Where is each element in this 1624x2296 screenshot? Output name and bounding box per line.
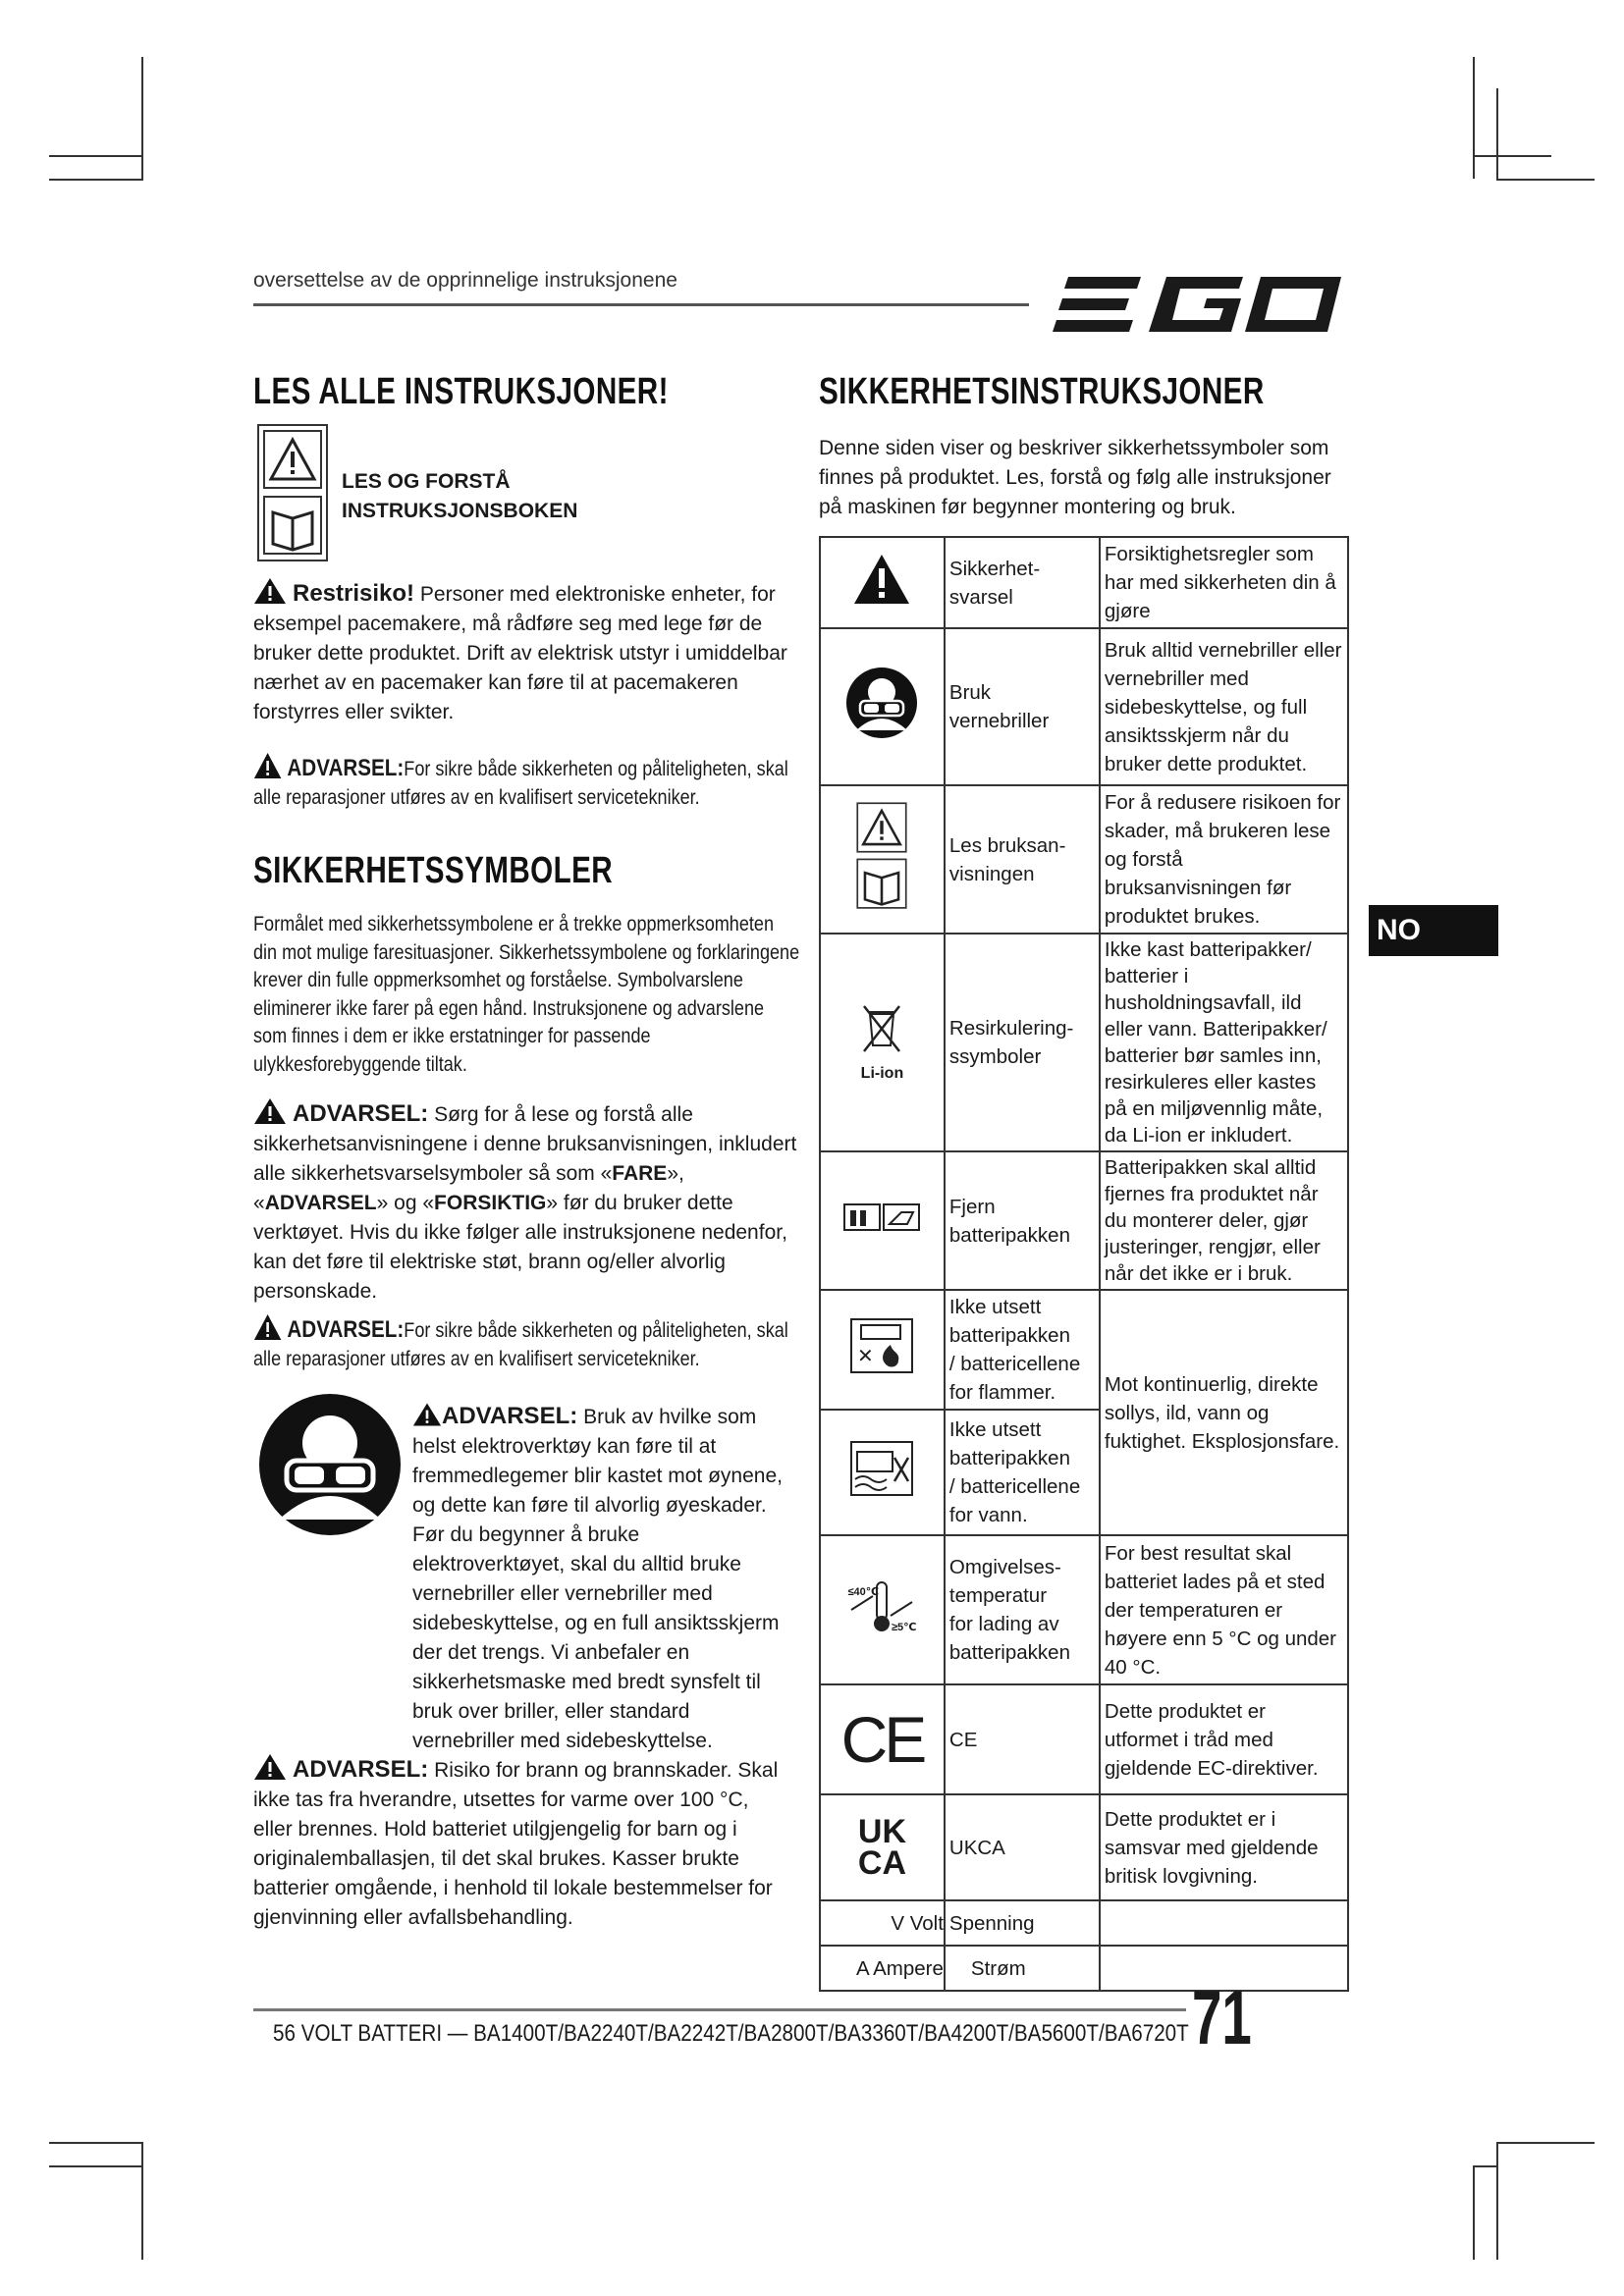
- symbol-name: Omgivelses- temperatur for lading av batteripakken: [945, 1535, 1100, 1684]
- warning-text: For sikre både sikkerheten og påliteligheten, skal alle reparasjoner utføres av en kvalifisert servicetekniker.: [253, 758, 788, 809]
- unit-cell: [820, 1900, 945, 1946]
- warning-triangle-icon: [253, 1313, 282, 1341]
- icon-cell: [820, 537, 945, 628]
- icon-cell: [820, 785, 945, 934]
- safety-intro: Denne siden viser og beskriver sikkerhetssymboler som finnes på produktet. Les, forstå og følg alle instruksjoner på maskinen før begynner montering og bruk.: [819, 437, 1331, 518]
- symbol-desc: For best resultat skal batteriet lades på et sted der temperaturen er høyere enn 5 °C og under 40 °C.: [1100, 1535, 1348, 1684]
- symbol-desc: Batteripakken skal alltid fjernes fra produktet når du monterer deler, gjør justeringer, rengjør, eller når det ikke er i bruk.: [1100, 1151, 1348, 1290]
- warning-label: ADVARSEL:: [442, 1403, 578, 1429]
- warning-label: ADVARSEL:: [287, 755, 405, 781]
- symbol-desc: Ikke kast batteripakker/ batterier i husholdningsavfall, ild eller vann. Batteripakker/ batterier bør samles inn, resirkuleres eller kastes på en miljøvennlig måte, da Li-ion er inkludert.: [1100, 934, 1348, 1151]
- read-box-line1: LES OG FORSTÅ: [342, 470, 511, 493]
- symbol-desc: [1100, 1900, 1348, 1946]
- symbol-name: UKCA: [945, 1794, 1100, 1900]
- goggles-warning-text: Bruk av hvilke som helst elektroverktøy kan føre til at fremmedlegemer blir kastet mot øynene, og dette kan føre til alvorlig øyeskader. Før du begynner å bruke elektroverktøyet, skal du alltid bruke vernebriller eller vernebriller med sidebeskyttelse, og en full ansiktsskjerm der det trengs. Vi anbefaler en sikkerhetsmaske med bredt synsfelt til bruk over briller, eller standard vernebriller med sidebeskyttelse.: [412, 1406, 783, 1752]
- crop-mark: [49, 155, 143, 157]
- footer-rule: [253, 2008, 1186, 2011]
- symbol-name: Resirkulering- ssymboler: [945, 934, 1100, 1151]
- goggles-warning: [412, 1402, 797, 1756]
- crop-mark: [1496, 179, 1595, 181]
- unit-ampere: A Ampere: [856, 1956, 944, 1980]
- ce-icon: CE: [820, 1684, 945, 1794]
- running-title: oversettelse av de opprinnelige instruksjonene: [253, 269, 677, 292]
- warning-label: ADVARSEL:: [293, 1100, 429, 1127]
- temp-min-label: ≥5℃: [891, 1622, 917, 1633]
- crop-mark: [141, 57, 143, 179]
- symbol-name: Ikke utsett batteripakken / battericellene for vann.: [945, 1410, 1100, 1535]
- symbol-desc: Mot kontinuerlig, direkte sollys, ild, vann og fuktighet. Eksplosjonsfare.: [1100, 1290, 1348, 1535]
- warning-text: » før du bruker dette verktøyet. Hvis du ikke følger alle instruksjonene nedenfor, kan det føre til elektriske støt, brann og/eller alvorlig personskade.: [253, 1192, 787, 1303]
- language-tab: NO: [1369, 905, 1498, 956]
- icon-cell: [820, 1290, 945, 1410]
- warning-book-icon: [853, 798, 910, 914]
- crop-mark: [1473, 155, 1551, 157]
- symbol-desc: For å redusere risikoen for skader, må brukeren lese og forstå bruksanvisningen før produktet brukes.: [1100, 785, 1348, 934]
- goggles-icon: [257, 1392, 403, 1537]
- header-rule: [253, 303, 1029, 306]
- page-number: 71: [1192, 1974, 1252, 2060]
- ukca-line2: CA: [857, 1844, 906, 1882]
- warning-fire: [253, 1753, 784, 1933]
- table-row: [820, 1151, 1348, 1290]
- table-row: [820, 934, 1348, 1151]
- warning-repairs-2: [253, 1313, 802, 1373]
- symbol-desc: Bruk alltid vernebriller eller vernebriller med sidebeskyttelse, og full ansiktsskjerm når du bruker dette produktet.: [1100, 628, 1348, 785]
- temp-max-label: ≤40℃: [847, 1586, 880, 1598]
- symbol-name: Ikke utsett batteripakken / battericellene for flammer.: [945, 1290, 1100, 1410]
- crossed-bin-icon: [860, 1002, 903, 1057]
- symbol-name: CE: [945, 1684, 1100, 1794]
- keyword-forsiktig: FORSIKTIG: [434, 1192, 547, 1214]
- warning-triangle-icon: [253, 1753, 287, 1781]
- title-safety-symbols: SIKKERHETSSYMBOLER: [253, 850, 614, 891]
- footer-model-text: 56 VOLT BATTERI — BA1400T/BA2240T/BA2242T/BA2800T/BA3360T/BA4200T/BA5600T/BA6720T: [273, 2020, 1189, 2047]
- symbol-name: Sikkerhet- svarsel: [945, 537, 1100, 628]
- table-row: [820, 1684, 1348, 1794]
- warning-book-icon: [259, 426, 326, 560]
- symbol-desc: Dette produktet er i samsvar med gjeldende britisk lovgivning.: [1100, 1794, 1348, 1900]
- symbol-name: Fjern batteripakken: [945, 1151, 1100, 1290]
- restrisiko-label: Restrisiko!: [293, 580, 415, 607]
- table-row: [820, 1290, 1348, 1410]
- icon-cell: [820, 934, 945, 1151]
- li-ion-label: Li-ion: [860, 1065, 904, 1082]
- warning-triangle-icon: [412, 1402, 442, 1427]
- warning-repairs-1: [253, 752, 802, 812]
- warning-triangle-icon: [253, 752, 282, 779]
- symbol-name: Bruk vernebriller: [945, 628, 1100, 785]
- symbol-name: Les bruksan- visningen: [945, 785, 1100, 934]
- table-row: [820, 1794, 1348, 1900]
- crop-mark: [49, 2142, 143, 2144]
- warning-triangle-icon: [253, 1097, 287, 1125]
- crop-mark: [1473, 2165, 1475, 2260]
- unit-cell: [820, 1946, 945, 1991]
- icon-cell: [820, 1410, 945, 1535]
- title-safety-instructions: SIKKERHETSINSTRUKSJONER: [819, 371, 1265, 412]
- crop-mark: [49, 179, 143, 181]
- restrisiko-text: Personer med elektroniske enheter, for eksempel pacemakere, må rådføre seg med lege før de bruker dette produktet. Drift av elektrisk utstyr i umiddelbar nærhet av en pacemaker kan føre til at pacemakeren forstyrres eller svikter.: [253, 583, 787, 723]
- keyword-advarsel: ADVARSEL: [264, 1192, 377, 1214]
- no-water-icon: [849, 1440, 914, 1497]
- read-box-line2: INSTRUKSJONSBOKEN: [342, 500, 578, 522]
- crop-mark: [1496, 2142, 1595, 2144]
- title-read-all: LES ALLE INSTRUKSJONER!: [253, 371, 669, 412]
- table-row: [820, 1946, 1348, 1991]
- symbol-desc: Forsiktighetsregler som har med sikkerheten din å gjøre: [1100, 537, 1348, 628]
- warning-text: », «: [253, 1162, 684, 1214]
- warning-label: ADVARSEL:: [293, 1756, 429, 1783]
- symbol-name: [945, 1946, 1100, 1991]
- table-row: [820, 785, 1348, 934]
- warning-triangle-icon: [852, 553, 911, 606]
- ego-logo: [1051, 271, 1345, 338]
- icon-cell: [820, 628, 945, 785]
- symbol-name-text: Strøm: [970, 1956, 1026, 1980]
- warning-label: ADVARSEL:: [287, 1316, 405, 1343]
- warning-text: » og «: [376, 1192, 435, 1214]
- ukca-icon: [820, 1794, 945, 1900]
- goggles-icon: [845, 667, 918, 739]
- icon-cell: [820, 1151, 945, 1290]
- no-fire-icon: [849, 1317, 914, 1374]
- restrisiko-paragraph: [253, 577, 803, 727]
- crop-mark: [1473, 57, 1475, 179]
- crop-mark: [141, 2142, 143, 2260]
- svg-text:✕: ✕: [857, 1344, 875, 1367]
- table-row: [820, 628, 1348, 785]
- icon-cell: [820, 1535, 945, 1684]
- warning-text: For sikre både sikkerheten og påliteligheten, skal alle reparasjoner utføres av en kvalifisert servicetekniker.: [253, 1319, 788, 1370]
- warning-text: Risiko for brann og brannskader. Skal ikke tas fra hverandre, utsettes for varme over 100 °C, eller brennes. Hold batteriet utilgjengelig for barn og i originalemballasjen, til det skal brukes. Kasser brukte batterier omgående, i henhold til lokale bestemmelser for gjenvinning eller avfallsbehandling.: [253, 1759, 779, 1929]
- symbol-name: Spenning: [945, 1900, 1100, 1946]
- crop-mark: [1496, 88, 1498, 179]
- warning-triangle-icon: [253, 577, 287, 605]
- ukca-line1: UK: [857, 1813, 906, 1850]
- symbol-desc: Dette produktet er utformet i tråd med gjeldende EC-direktiver.: [1100, 1684, 1348, 1794]
- logo-text: EGO: [1198, 336, 1201, 337]
- table-row: [820, 1900, 1348, 1946]
- remove-battery-icon: [842, 1201, 921, 1234]
- table-row: [820, 537, 1348, 628]
- keyword-fare: FARE: [612, 1162, 668, 1185]
- symbols-paragraph: Formålet med sikkerhetssymbolene er å trekke oppmerksomheten din mot mulige faresituasjoner. Sikkerhetssymbolene og forklaringene krever din fulle oppmerksomhet og forståelse. Symbolvarslene eliminerer ikke farer på egen hånd. Instruksjonene og advarslene som finnes i dem er ikke erstatninger for passende ulykkesforebyggende tiltak.: [253, 913, 800, 1076]
- table-row: [820, 1535, 1348, 1684]
- unit-volt: V Volt: [891, 1911, 944, 1935]
- crop-mark: [49, 2165, 143, 2167]
- warning-text: Sørg for å lese og forstå alle sikkerhetsanvisningene i denne bruksanvisningen, inkludert alle sikkerhetsvarselsymboler så som «: [253, 1103, 797, 1185]
- crop-mark: [1496, 2142, 1498, 2260]
- crop-mark: [1473, 2165, 1496, 2167]
- warning-read-all: [253, 1097, 803, 1307]
- read-manual-box: [257, 424, 328, 561]
- symbol-table: [819, 536, 1349, 1992]
